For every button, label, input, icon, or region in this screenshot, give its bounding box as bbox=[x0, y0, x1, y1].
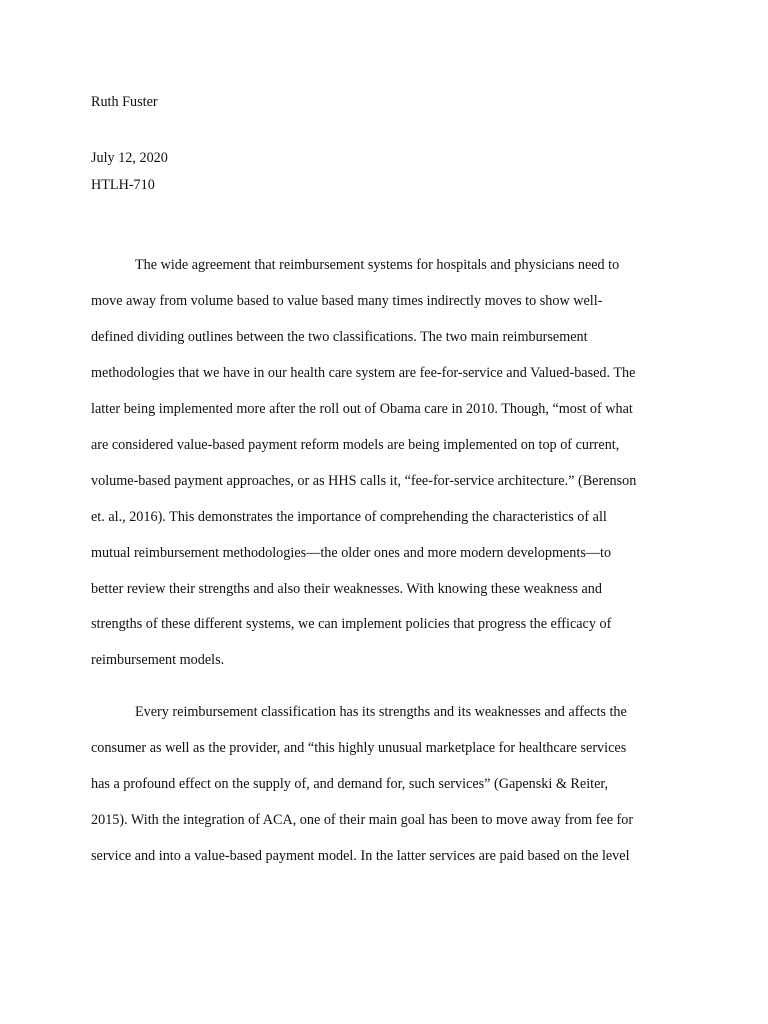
paragraph-line: et. al., 2016). This demonstrates the importance of comprehending the characteristics of all bbox=[91, 509, 607, 525]
essay-date: July 12, 2020 bbox=[91, 150, 168, 166]
course-code: HTLH-710 bbox=[91, 177, 155, 193]
author-name: Ruth Fuster bbox=[91, 94, 158, 110]
paragraph-line: The wide agreement that reimbursement systems for hospitals and physicians need to bbox=[135, 257, 620, 273]
paragraph-line: consumer as well as the provider, and “this highly unusual marketplace for healthcare services bbox=[91, 740, 627, 756]
paragraph-line: latter being implemented more after the roll out of Obama care in 2010. Though, “most of what bbox=[91, 401, 633, 417]
paragraph-line: defined dividing outlines between the two classifications. The two main reimbursement bbox=[91, 329, 588, 345]
paragraph-line: are considered value-based payment reform models are being implemented on top of current, bbox=[91, 437, 620, 453]
paragraph-line: volume-based payment approaches, or as HHS calls it, “fee-for-service architecture.” (Berenson bbox=[91, 473, 637, 489]
paragraph-line: mutual reimbursement methodologies—the older ones and more modern developments—to bbox=[91, 545, 612, 561]
paragraph-line: better review their strengths and also their weaknesses. With knowing these weakness and bbox=[91, 581, 602, 597]
paragraph-line: reimbursement models. bbox=[91, 652, 225, 668]
paragraph-line: Every reimbursement classification has its strengths and its weaknesses and affects the bbox=[135, 704, 627, 720]
paragraph-line: methodologies that we have in our health care system are fee-for-service and Valued-based. The bbox=[91, 365, 636, 381]
paragraph-line: has a profound effect on the supply of, and demand for, such services” (Gapenski & Reiter, bbox=[91, 776, 609, 792]
paragraph-line: move away from volume based to value based many times indirectly moves to show well- bbox=[91, 293, 603, 309]
paragraph-line: service and into a value-based payment model. In the latter services are paid based on the level bbox=[91, 848, 630, 864]
paragraph-line: 2015). With the integration of ACA, one of their main goal has been to move away from fee for bbox=[91, 812, 634, 828]
paragraph-line: strengths of these different systems, we can implement policies that progress the efficacy of bbox=[91, 616, 612, 632]
